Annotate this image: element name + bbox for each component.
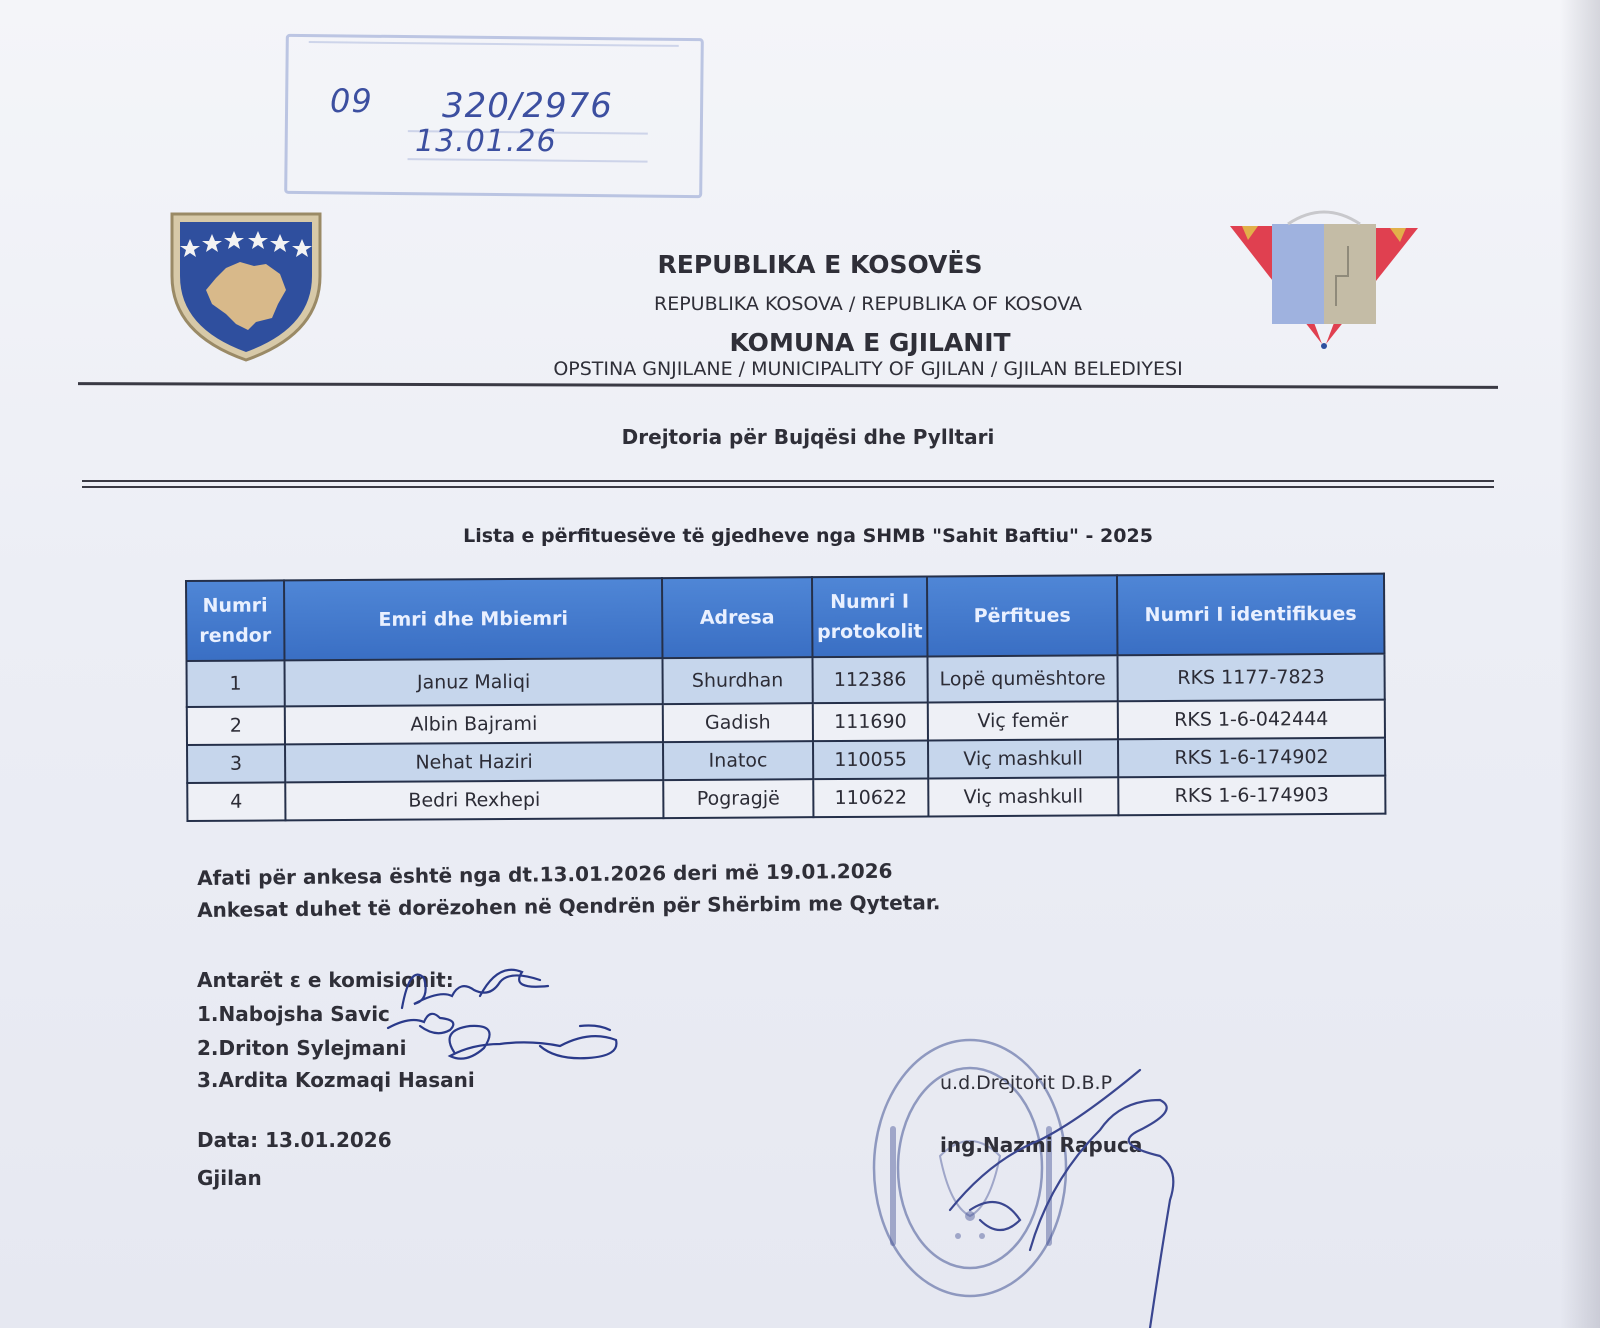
double-divider-bottom <box>82 486 1494 488</box>
stamp-date: 13.01.26 <box>415 124 557 159</box>
stamp-number-left: 09 <box>330 82 373 120</box>
cell-beneficiary: Viç mashkull <box>928 777 1118 816</box>
document-date: Data: 13.01.2026 <box>197 1128 392 1152</box>
director-role: u.d.Drejtorit D.B.P <box>940 1072 1113 1094</box>
list-title: Lista e përfituesëve të gjedheve nga SHMB "Sahit Baftiu" - 2025 <box>463 525 1153 547</box>
cell-beneficiary: Viç femër <box>928 701 1118 740</box>
cell-protocol: 110622 <box>813 778 929 817</box>
kosovo-coat-of-arms-icon <box>168 206 324 364</box>
table-header-row <box>186 574 1384 661</box>
table-row <box>187 776 1385 821</box>
cell-id: RKS 1177-7823 <box>1117 654 1384 702</box>
cell-protocol: 110055 <box>813 740 929 779</box>
col-header-number: Numri rendor <box>186 580 284 661</box>
cell-name: Nehat Haziri <box>285 742 663 782</box>
cell-beneficiary: Lopë qumështore <box>928 655 1118 702</box>
cell-name: Bedri Rexhepi <box>285 780 663 820</box>
paper-edge-shadow <box>1560 0 1600 1328</box>
gjilan-municipality-emblem-icon <box>1228 206 1420 356</box>
complaint-deadline-text: Afati për ankesa është nga dt.13.01.2026 deri më 19.01.2026 <box>197 858 893 890</box>
commission-member: 2.Driton Sylejmani <box>197 1036 407 1060</box>
cell-name: Albin Bajrami <box>285 704 663 744</box>
cell-beneficiary: Viç mashkull <box>928 739 1118 778</box>
cell-number: 3 <box>187 744 285 783</box>
commission-signatures-icon <box>380 960 640 1100</box>
director-name: ing.Nazmi Rapuca <box>940 1133 1143 1157</box>
director-signature-icon <box>930 1060 1190 1328</box>
cell-address: Gadish <box>663 703 813 742</box>
beneficiaries-table-wrapper <box>185 573 1386 822</box>
complaint-submission-text: Ankesat duhet të dorëzohen në Qendrën për Shërbim me Qytetar. <box>197 890 941 922</box>
municipality-translations: OPSTINA GNJILANE / MUNICIPALITY OF GJILAN / GJILAN BELEDIYESI <box>553 358 1183 380</box>
col-header-address: Adresa <box>662 577 812 658</box>
stamp-number-right: 320/2976 <box>442 86 613 126</box>
cell-id: RKS 1-6-174902 <box>1118 738 1385 778</box>
commission-member: 1.Nabojsha Savic <box>197 1002 390 1026</box>
double-divider-top <box>82 480 1494 482</box>
table-row <box>186 654 1384 707</box>
cell-number: 4 <box>187 782 285 821</box>
cell-name: Januz Maliqi <box>284 658 662 706</box>
cell-address: Pogragjë <box>663 779 813 818</box>
col-header-name: Emri dhe Mbiemri <box>284 578 663 660</box>
cell-number: 2 <box>187 706 285 745</box>
republic-translations: REPUBLIKA KOSOVA / REPUBLIKA OF KOSOVA <box>654 293 1082 315</box>
cell-number: 1 <box>186 660 284 707</box>
municipality-title: KOMUNA E GJILANIT <box>729 328 1011 357</box>
cell-protocol: 111690 <box>813 702 929 741</box>
directorate-title: Drejtoria për Bujqësi dhe Pylltari <box>621 425 995 449</box>
commission-title: Antarët ɛ e komisionit: <box>197 968 454 992</box>
col-header-id: Numri I identifikues <box>1117 574 1385 656</box>
beneficiaries-table <box>185 573 1386 822</box>
col-header-beneficiary: Përfitues <box>927 575 1117 656</box>
col-header-protocol: Numri I protokolit <box>812 576 928 657</box>
cell-address: Shurdhan <box>663 657 813 704</box>
cell-protocol: 112386 <box>812 656 928 703</box>
cell-address: Inatoc <box>663 741 813 780</box>
cell-id: RKS 1-6-042444 <box>1118 700 1385 740</box>
header-divider <box>78 382 1498 389</box>
document-city: Gjilan <box>197 1166 262 1190</box>
republic-title: REPUBLIKA E KOSOVËS <box>657 250 983 279</box>
cell-id: RKS 1-6-174903 <box>1118 776 1385 816</box>
commission-member: 3.Ardita Kozmaqi Hasani <box>197 1068 475 1092</box>
